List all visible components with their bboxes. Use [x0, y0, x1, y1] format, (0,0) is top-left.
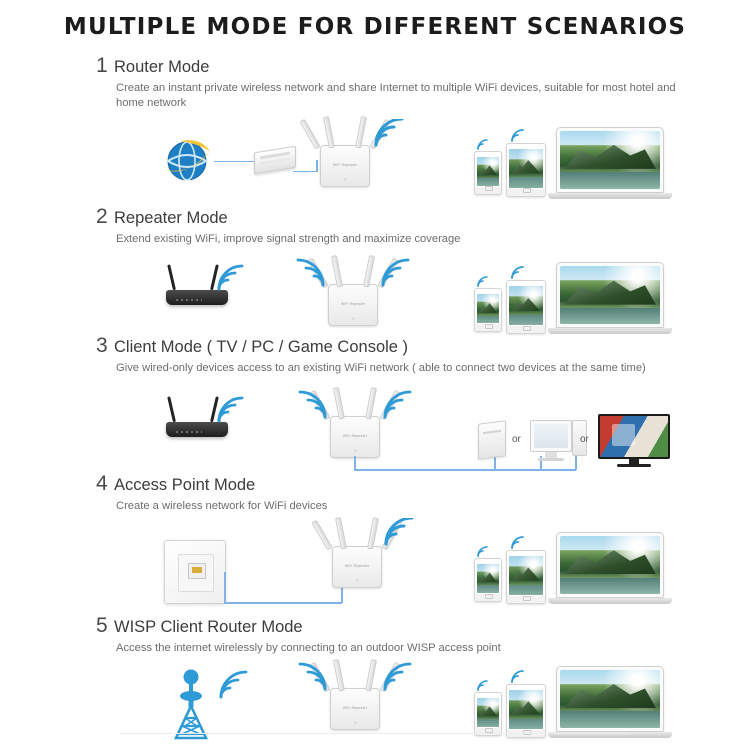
status-led	[354, 449, 357, 452]
connector-or: or	[512, 434, 521, 446]
antenna	[311, 520, 332, 551]
laptop-lid	[556, 127, 664, 193]
wifi-extender	[332, 546, 382, 588]
section-description: Give wired-only devices access to an existing WiFi network ( able to connect two devices at the same time)	[116, 362, 646, 375]
section-title: Router Mode	[114, 58, 210, 76]
phone-photo	[477, 564, 499, 593]
section-access-point-mode	[0, 472, 750, 614]
antenna	[299, 118, 320, 149]
laptop	[556, 127, 672, 199]
status-leds	[176, 431, 202, 433]
cable-extender-drop	[354, 456, 356, 470]
cable-globe-to-modem	[214, 161, 254, 163]
wifi-signal-icon	[298, 662, 328, 692]
wifi-signal-icon	[476, 276, 490, 288]
antenna	[365, 387, 377, 420]
wifi-signal-icon	[476, 546, 490, 558]
desktop-pc	[530, 420, 572, 461]
section-router-mode	[0, 54, 750, 205]
laptop-screen-photo	[560, 536, 660, 594]
wifi-signal-icon	[296, 258, 326, 288]
antenna	[167, 396, 176, 422]
tablet	[506, 684, 546, 738]
antenna	[365, 659, 377, 692]
wifi-signal-icon	[382, 662, 412, 692]
laptop-lid	[556, 532, 664, 598]
connector-or: or	[580, 434, 589, 446]
status-led	[352, 317, 355, 320]
wifi-signal-icon	[380, 258, 410, 288]
laptop	[556, 262, 672, 334]
cable-modem-to-extender	[293, 171, 317, 173]
wifi-signal-icon	[510, 266, 526, 280]
cable-modem-to-extender-riser	[316, 160, 318, 172]
section-heading	[0, 614, 750, 638]
wifi-signal-icon	[510, 536, 526, 550]
section-title: Access Point Mode	[114, 476, 256, 495]
section-number: 4	[96, 472, 108, 496]
section-client-mode	[0, 334, 750, 472]
antenna	[367, 517, 379, 550]
antenna	[333, 659, 345, 692]
extender-label: WiFi Repeater	[342, 434, 368, 439]
wifi-extender	[330, 688, 380, 730]
wifi-signal-icon	[218, 670, 248, 700]
cable-extender-riser	[341, 586, 343, 603]
home-router	[166, 422, 228, 437]
wifi-signal-icon	[476, 139, 490, 151]
section-number: 3	[96, 334, 108, 358]
wall-ethernet-socket	[164, 540, 226, 604]
pc-screen	[534, 424, 568, 448]
antenna	[167, 265, 176, 291]
cable-socket-to-extender	[224, 602, 342, 604]
wifi-signal-icon	[216, 264, 244, 292]
phone-photo	[477, 294, 499, 323]
laptop-screen-photo	[560, 266, 660, 324]
tv-foot	[617, 464, 651, 467]
section-repeater-mode	[0, 205, 750, 335]
page-title: MULTIPLE MODE FOR DIFFERENT SCENARIOS	[63, 14, 687, 40]
antenna	[331, 255, 343, 288]
status-leds	[176, 299, 202, 301]
pc-monitor	[530, 420, 572, 452]
phone	[474, 692, 502, 736]
section-description: Create a wireless network for WiFi devices	[116, 500, 328, 513]
wifi-extender	[320, 145, 370, 187]
diagram-repeater-mode	[0, 248, 750, 334]
laptop-screen-photo	[560, 131, 660, 189]
wifi-signal-icon	[298, 390, 328, 420]
phone	[474, 558, 502, 602]
section-description: Access the internet wirelessly by connecting to an outdoor WISP access point	[116, 641, 501, 654]
tablet-photo	[509, 286, 543, 325]
extender-label: WiFi Repeater	[344, 563, 370, 568]
pc-foot	[538, 458, 564, 461]
socket-inner-plate	[178, 554, 214, 592]
antenna	[333, 387, 345, 420]
laptop-base	[548, 598, 672, 604]
extender-label: WiFi Repeater	[332, 162, 358, 167]
laptop	[556, 666, 672, 738]
cable-socket-drop	[224, 572, 226, 603]
wifi-signal-icon	[216, 396, 244, 424]
section-number: 1	[96, 54, 108, 77]
section-heading	[0, 205, 750, 229]
home-router	[166, 290, 228, 305]
rj45-jack	[188, 563, 206, 579]
section-title: Client Mode ( TV / PC / Game Console )	[114, 338, 409, 357]
wifi-signal-icon	[510, 129, 526, 143]
footer-divider	[120, 733, 630, 734]
tv-screen	[600, 416, 668, 457]
section-description: Create an instant private wireless network and share Internet to multiple WiFi devices, suitable for most hotel and home network	[116, 82, 676, 109]
status-led	[344, 178, 347, 181]
antenna	[363, 255, 375, 288]
tablet	[506, 550, 546, 604]
wifi-extender	[328, 284, 378, 326]
phone-photo	[477, 698, 499, 727]
antenna	[335, 517, 347, 550]
game-console	[478, 420, 506, 459]
diagram-client-mode	[0, 378, 750, 472]
section-heading	[0, 54, 750, 78]
laptop-lid	[556, 262, 664, 328]
status-led	[356, 579, 359, 582]
tablet	[506, 143, 546, 197]
section-number: 2	[96, 204, 108, 228]
console-slot	[483, 430, 501, 434]
diagram-wisp-mode	[0, 658, 750, 748]
phone	[474, 151, 502, 195]
laptop-lid	[556, 666, 664, 732]
tablet-photo	[509, 690, 543, 729]
wifi-signal-icon	[476, 680, 490, 692]
laptop-base	[548, 193, 672, 199]
section-title: Repeater Mode	[114, 208, 228, 227]
cable-riser-console	[494, 456, 496, 470]
laptop	[556, 532, 672, 604]
phone-photo	[477, 157, 499, 186]
wifi-signal-icon	[382, 390, 412, 420]
internet-globe-icon	[160, 135, 214, 190]
antenna	[355, 116, 367, 149]
section-title: WISP Client Router Mode	[114, 617, 303, 636]
tv	[598, 414, 670, 467]
wifi-signal-icon	[382, 518, 414, 548]
phone	[474, 288, 502, 332]
extender-label: WiFi Repeater	[342, 705, 368, 710]
tablet	[506, 280, 546, 334]
extender-label: WiFi Repeater	[340, 302, 366, 307]
tv-frame	[598, 414, 670, 459]
section-heading	[0, 334, 750, 358]
status-led	[354, 721, 357, 724]
section-description: Extend existing WiFi, improve signal strength and maximize coverage	[116, 232, 461, 245]
cable-bus	[354, 469, 576, 471]
tablet-photo	[509, 556, 543, 595]
antenna	[323, 116, 335, 149]
wifi-signal-icon	[510, 670, 526, 684]
diagram-access-point-mode	[0, 516, 750, 614]
diagram-router-mode	[0, 113, 750, 205]
modem	[254, 145, 296, 174]
section-number: 5	[96, 613, 108, 637]
tablet-photo	[509, 149, 543, 188]
wifi-signal-icon	[372, 119, 404, 149]
section-heading	[0, 472, 750, 496]
wifi-extender	[330, 416, 380, 458]
laptop-screen-photo	[560, 670, 660, 728]
section-wisp-client-router-mode	[0, 614, 750, 748]
